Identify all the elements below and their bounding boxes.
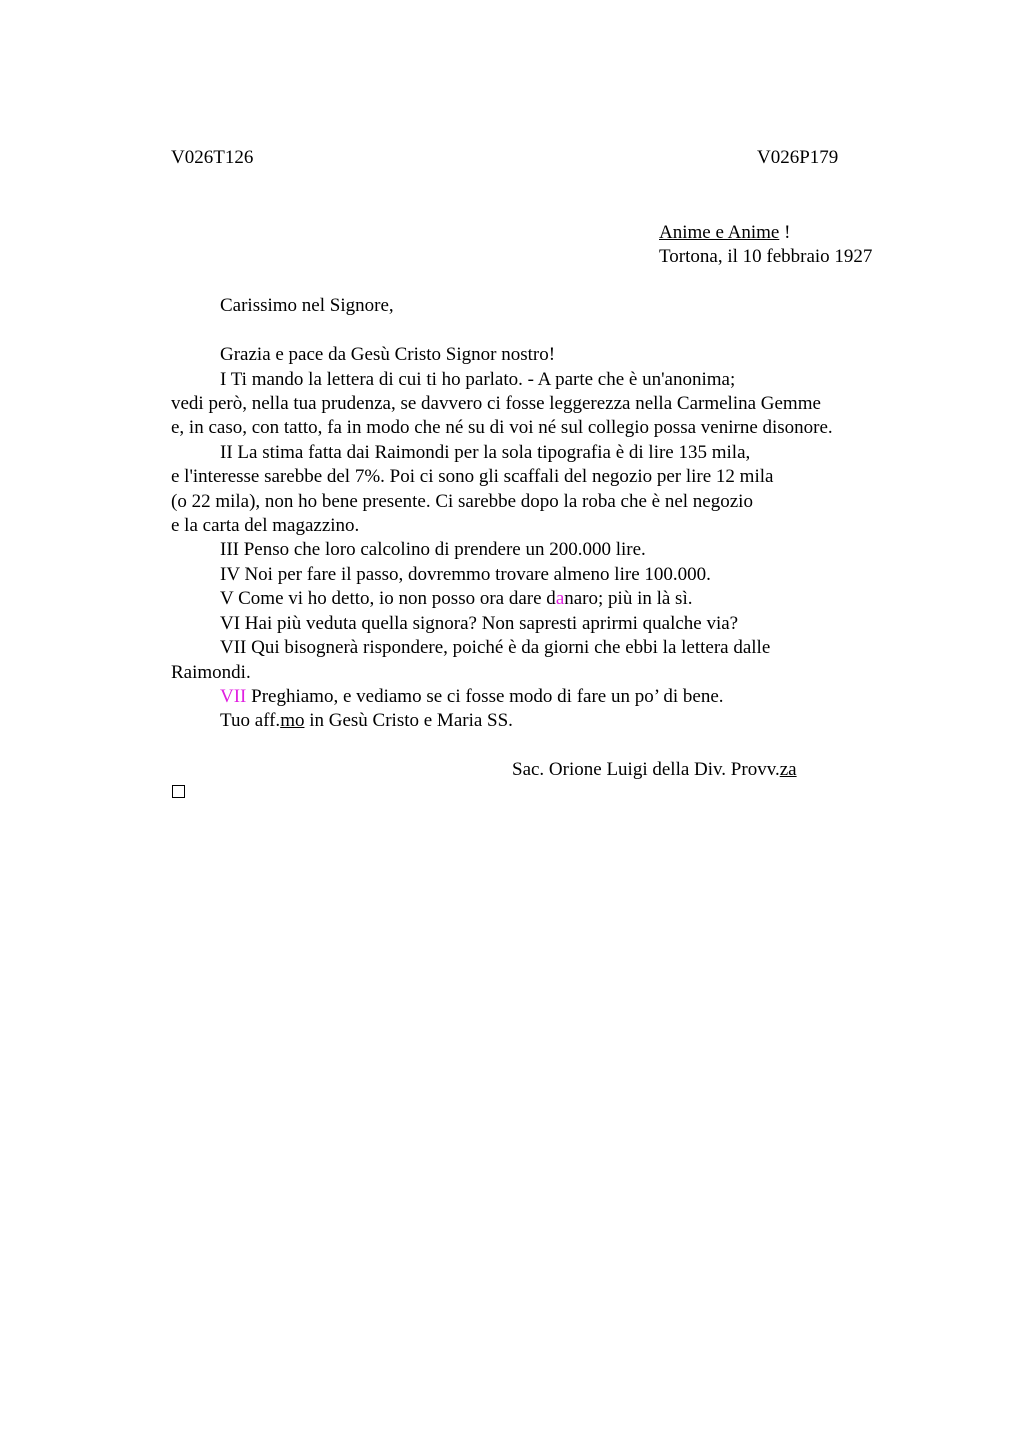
place-date: Tortona, il 10 febbraio 1927 (659, 246, 873, 267)
end-marker-square (172, 785, 185, 798)
signature-text: Sac. Orione Luigi della Div. Provv. (512, 759, 780, 780)
paragraph-5-highlight: a (555, 588, 565, 609)
document-code-left: V026T126 (171, 147, 254, 168)
paragraph-5 (220, 587, 692, 611)
letter-title-text: Anime e Anime (659, 222, 780, 243)
closing (220, 709, 513, 733)
paragraph-2-line-4: e la carta del magazzino. (171, 515, 360, 536)
greeting: Grazia e pace da Gesù Cristo Signor nostro! (220, 344, 556, 365)
closing-abbrev: mo (280, 710, 305, 731)
paragraph-5-start: V Come vi ho detto, io non posso ora dare d (220, 588, 556, 609)
paragraph-8-number: VII (220, 686, 247, 707)
paragraph-6: VI Hai più veduta quella signora? Non sapresti aprirmi qualche via? (220, 613, 739, 634)
paragraph-3: III Penso che loro calcolino di prendere un 200.000 lire. (220, 539, 646, 560)
paragraph-2-line-2: e l'interesse sarebbe del 7%. Poi ci sono gli scaffali del negozio per lire 12 mila (171, 466, 774, 487)
letter-title-suffix: ! (779, 222, 791, 243)
document-code-right: V026P179 (757, 147, 839, 168)
paragraph-7-line-1: VII Qui bisognerà rispondere, poiché è da giorni che ebbi la lettera dalle (220, 637, 771, 658)
closing-end: in Gesù Cristo e Maria SS. (304, 710, 513, 731)
paragraph-8 (220, 685, 724, 709)
paragraph-2-line-3: (o 22 mila), non ho bene presente. Ci sarebbe dopo la roba che è nel negozio (171, 491, 753, 512)
paragraph-7-line-2: Raimondi. (171, 662, 251, 683)
signature-suffix: za (779, 759, 797, 780)
paragraph-1-line-1: I Ti mando la lettera di cui ti ho parlato. - A parte che è un'anonima; (220, 369, 736, 390)
paragraph-5-end: naro; più in là sì. (564, 588, 693, 609)
paragraph-2-line-1: II La stima fatta dai Raimondi per la sola tipografia è di lire 135 mila, (220, 442, 751, 463)
paragraph-8-text: Preghiamo, e vediamo se ci fosse modo di fare un po’ di bene. (246, 686, 724, 707)
paragraph-1-line-2: vedi però, nella tua prudenza, se davvero ci fosse leggerezza nella Carmelina Gemme (171, 393, 821, 414)
signature (512, 758, 797, 782)
closing-start: Tuo aff. (220, 710, 281, 731)
letter-title (659, 221, 790, 245)
salutation: Carissimo nel Signore, (220, 295, 394, 316)
paragraph-1-line-3: e, in caso, con tatto, fa in modo che né su di voi né sul collegio possa venirne disonore. (171, 417, 833, 438)
paragraph-4: IV Noi per fare il passo, dovremmo trovare almeno lire 100.000. (220, 564, 711, 585)
